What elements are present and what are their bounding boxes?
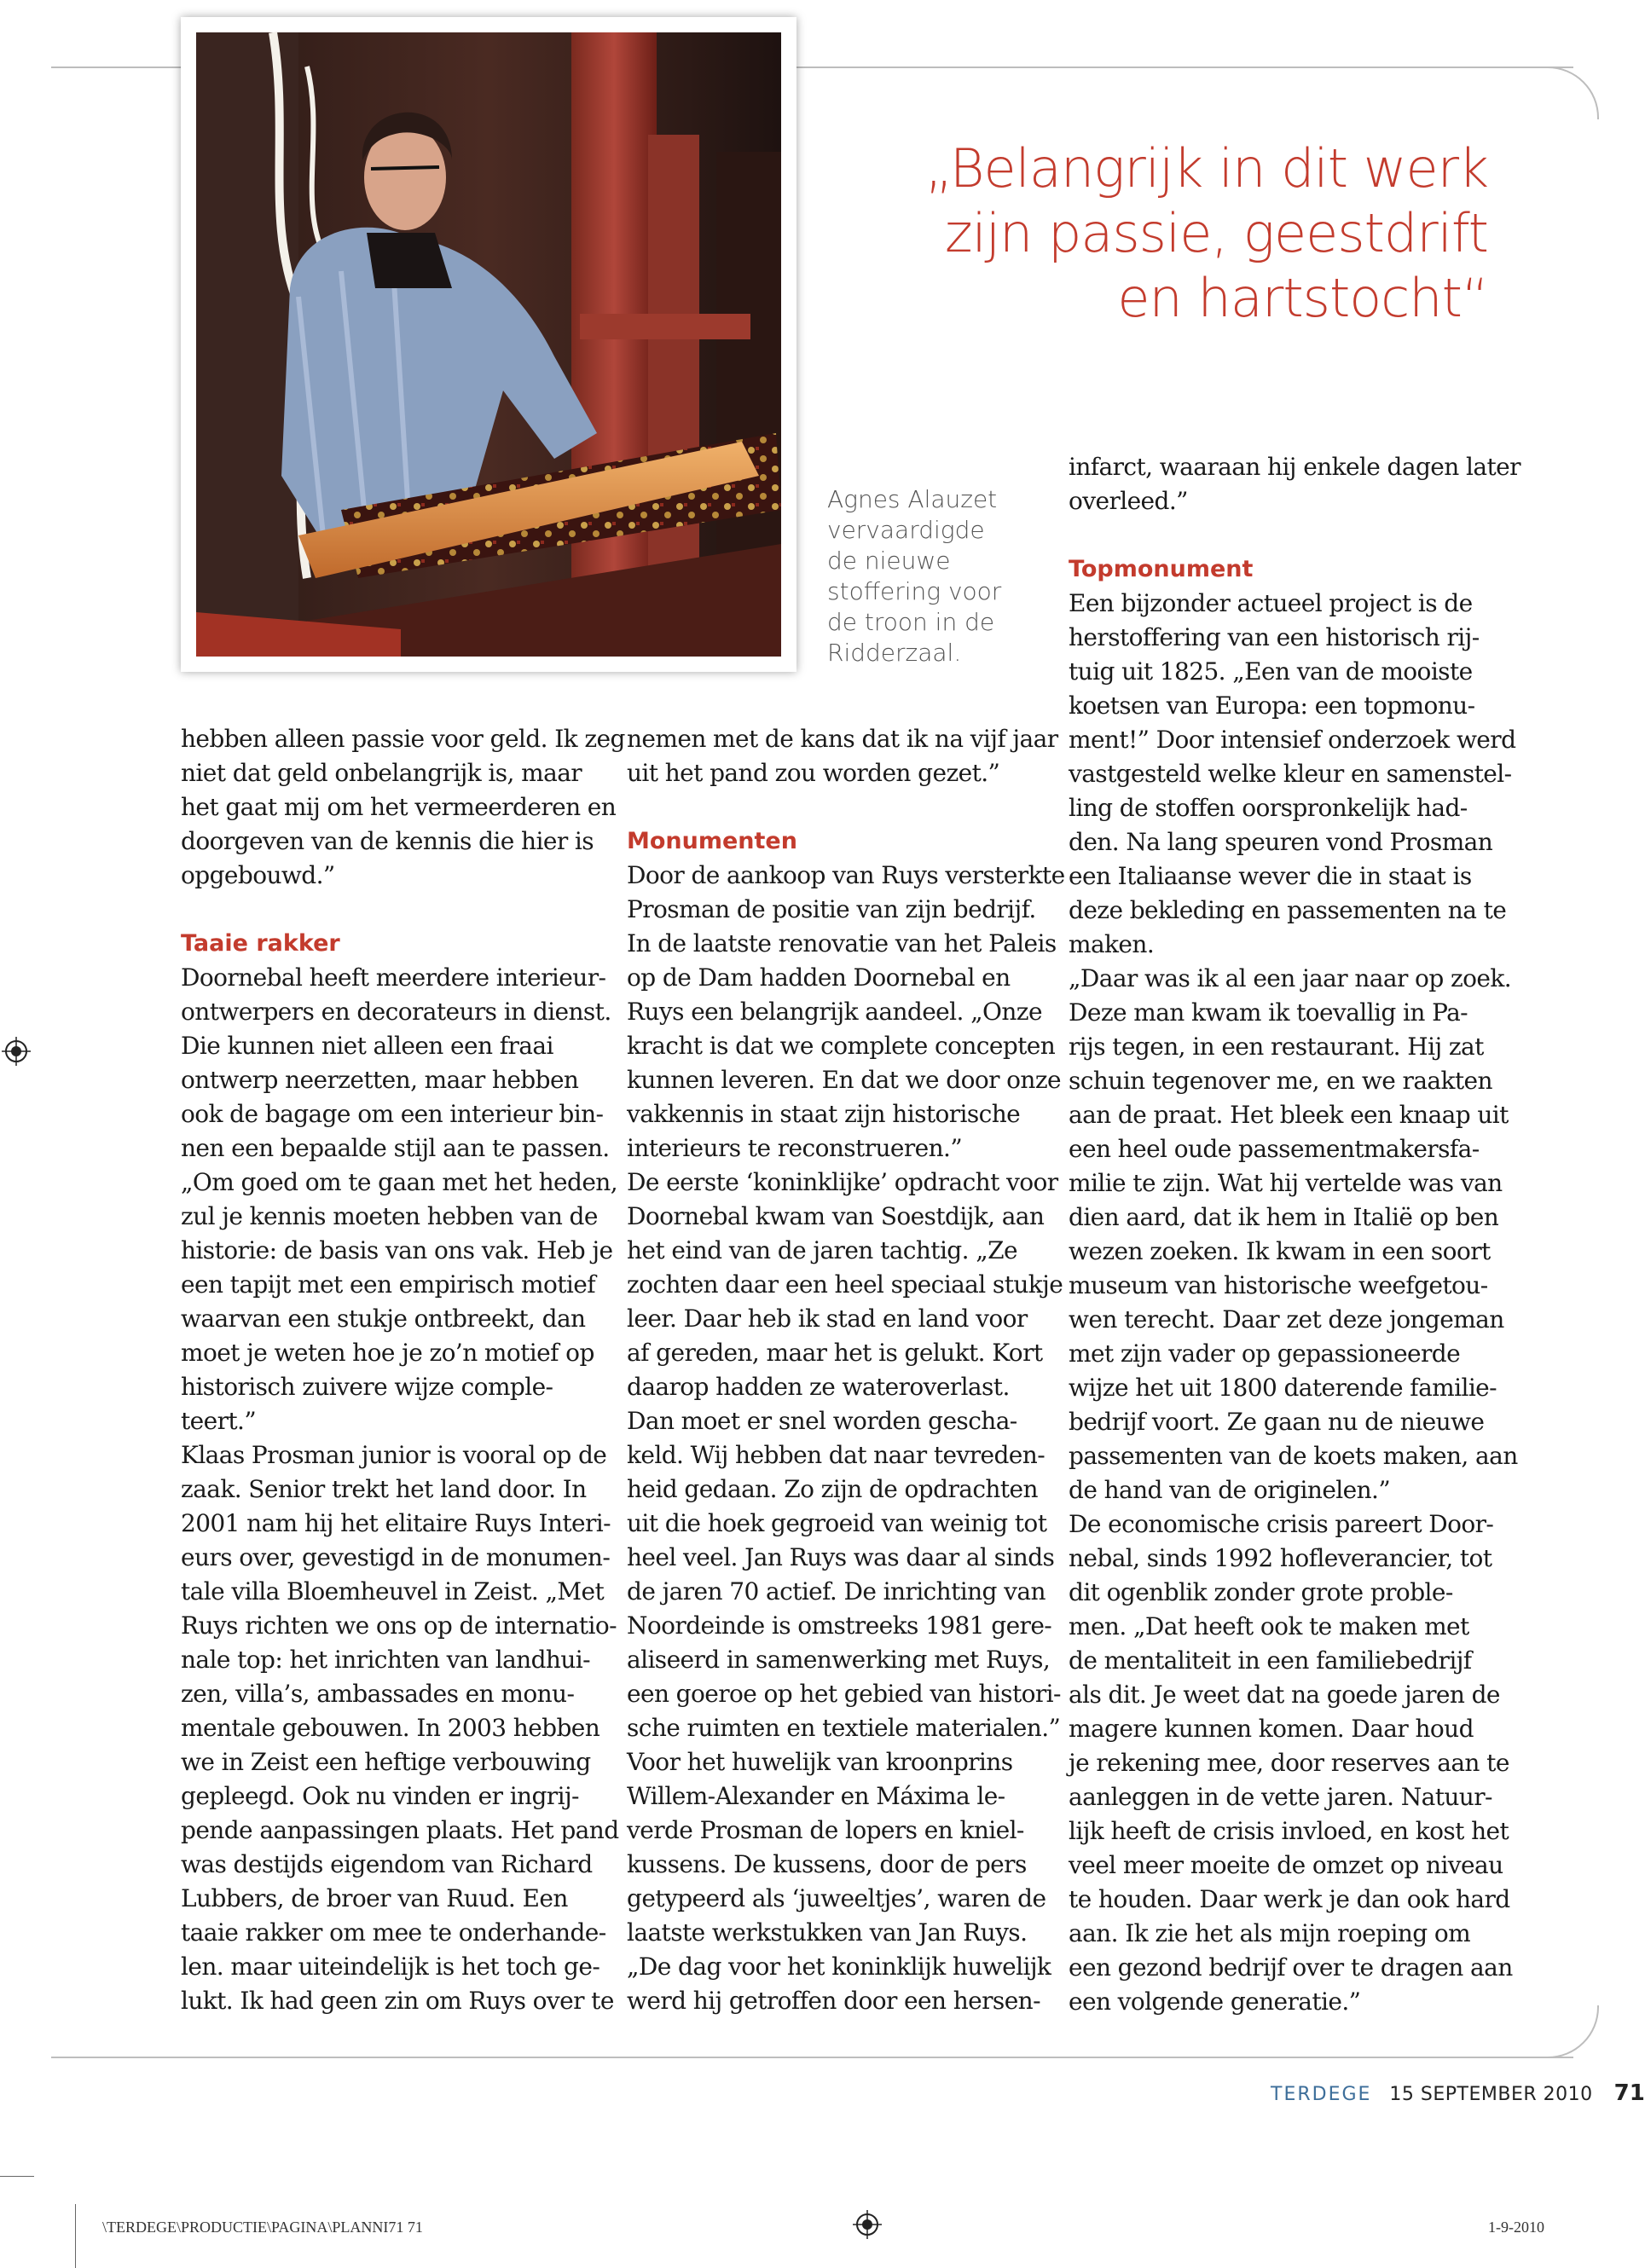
- column-body: [181, 961, 624, 2018]
- text-line: ook de bagage om een interieur bin-: [181, 1100, 604, 1128]
- text-line: sche ruimten en textiele materialen.”: [627, 1714, 1061, 1742]
- text-line: doorgeven van de kennis die hier is: [181, 827, 594, 855]
- text-line: aanleggen in de vette jaren. Natuur-: [1069, 1783, 1492, 1811]
- text-line: nemen met de kans dat ik na vijf jaar: [627, 725, 1058, 753]
- photo-frame: [181, 17, 796, 672]
- text-line: Willem-Alexander en Máxima le-: [627, 1782, 1005, 1810]
- text-line: hebben alleen passie voor geld. Ik zeg: [181, 725, 625, 753]
- text-line: kracht is dat we complete concepten: [627, 1032, 1056, 1060]
- article-column-2: [627, 722, 1066, 2018]
- text-line: het eind van de jaren tachtig. „Ze: [627, 1236, 1017, 1264]
- text-line: len. maar uiteindelijk is het toch ge-: [181, 1953, 600, 1981]
- text-line: getypeerd als ‘juweeltjes’, waren de: [627, 1884, 1046, 1912]
- text-line: kussens. De kussens, door de pers: [627, 1850, 1027, 1878]
- pull-quote-line: zijn passie, geestdrift: [945, 202, 1488, 264]
- text-line: tale villa Bloemheuvel in Zeist. „Met: [181, 1577, 605, 1606]
- text-line: maken.: [1069, 930, 1155, 958]
- page-number: 71: [1613, 2080, 1645, 2106]
- text-line: het gaat mij om het vermeerderen en: [181, 793, 617, 821]
- text-line: een gezond bedrijf over te dragen aan: [1069, 1953, 1513, 1982]
- text-line: nen een bepaalde stijl aan te passen.: [181, 1134, 610, 1162]
- text-line: wijze het uit 1800 daterende familie-: [1069, 1374, 1497, 1402]
- text-line: tuig uit 1825. „Een van de mooiste: [1069, 657, 1473, 686]
- text-line: je rekening mee, door reserves aan te: [1069, 1749, 1509, 1777]
- text-line: historie: de basis van ons vak. Heb je: [181, 1236, 613, 1264]
- text-line: Dan moet er snel worden gescha-: [627, 1407, 1017, 1435]
- text-line: infarct, waaraan hij enkele dagen later: [1069, 453, 1520, 481]
- text-line: veel meer moeite de omzet op niveau: [1069, 1851, 1503, 1879]
- text-line: als dit. Je weet dat na goede jaren de: [1069, 1681, 1500, 1709]
- photo-weaver-at-loom: [196, 32, 781, 657]
- text-line: we in Zeist een heftige verbouwing: [181, 1748, 591, 1776]
- issue-date: 15 SEPTEMBER 2010: [1389, 2084, 1593, 2105]
- text-line: ontwerpers en decorateurs in dienst.: [181, 998, 611, 1026]
- caption-line: de nieuwe: [827, 547, 951, 575]
- bottom-rule: [51, 2057, 1573, 2058]
- text-line: historisch zuivere wijze comple-: [181, 1373, 553, 1401]
- paragraph-gap: [181, 893, 624, 927]
- text-line: ling de stoffen oorspronkelijk had-: [1069, 794, 1468, 822]
- caption-line: de troon in de: [827, 608, 995, 636]
- text-line: teert.”: [181, 1407, 257, 1435]
- section-heading-monumenten: Monumenten: [627, 828, 797, 854]
- caption-line: vervaardigde: [827, 516, 985, 544]
- text-line: den. Na lang speuren vond Prosman: [1069, 828, 1493, 856]
- text-line: zaak. Senior trekt het land door. In: [181, 1475, 587, 1503]
- text-line: af gereden, maar het is gelukt. Kort: [627, 1339, 1043, 1367]
- text-line: heel veel. Jan Ruys was daar al sinds: [627, 1543, 1055, 1571]
- text-line: dit ogenblik zonder grote proble-: [1069, 1578, 1453, 1606]
- text-line: 2001 nam hij het elitaire Ruys Interi-: [181, 1509, 611, 1537]
- bottom-rule-corner: [1546, 2005, 1599, 2058]
- magazine-name: TERDEGE: [1271, 2084, 1372, 2105]
- text-line: In de laatste renovatie van het Paleis: [627, 929, 1057, 958]
- print-slug-date: 1-9-2010: [1488, 2219, 1544, 2236]
- text-line: Ruys richten we ons op de internatio-: [181, 1611, 617, 1640]
- text-line: wezen zoeken. Ik kwam in een soort: [1069, 1237, 1491, 1265]
- text-line: Ruys een belangrijk aandeel. „Onze: [627, 998, 1042, 1026]
- crop-mark: [75, 2204, 76, 2268]
- text-line: uit die hoek gegroeid van weinig tot: [627, 1509, 1047, 1537]
- text-line: kunnen leveren. En dat we door onze: [627, 1066, 1061, 1094]
- text-line: laatste werkstukken van Jan Ruys.: [627, 1918, 1028, 1947]
- text-line: dien aard, dat ik hem in Italië op ben: [1069, 1203, 1499, 1231]
- paragraph-gap: [1069, 518, 1512, 553]
- top-rule-corner: [1546, 67, 1599, 119]
- text-line: moet je weten hoe je zo’n motief op: [181, 1339, 594, 1367]
- text-line: Doornebal heeft meerdere interieur-: [181, 963, 606, 992]
- text-line: Een bijzonder actueel project is de: [1069, 589, 1473, 617]
- text-line: De economische crisis pareert Door-: [1069, 1510, 1494, 1538]
- text-line: daarop hadden ze wateroverlast.: [627, 1373, 1010, 1401]
- text-line: Lubbers, de broer van Ruud. Een: [181, 1884, 568, 1912]
- text-line: koetsen van Europa: een topmonu-: [1069, 691, 1475, 720]
- text-line: de hand van de originelen.”: [1069, 1476, 1391, 1504]
- text-line: Door de aankoop van Ruys versterkte: [627, 861, 1065, 889]
- caption-line: Agnes Alauzet: [827, 485, 998, 513]
- text-line: een tapijt met een empirisch motief: [181, 1270, 595, 1299]
- column-body: [1069, 587, 1518, 2019]
- text-line: herstoffering van een historisch rij-: [1069, 623, 1480, 651]
- section-heading-taaie-rakker: Taaie rakker: [181, 930, 340, 957]
- text-line: zul je kennis moeten hebben van de: [181, 1202, 598, 1230]
- text-line: niet dat geld onbelangrijk is, maar: [181, 759, 582, 787]
- text-line: „Daar was ik al een jaar naar op zoek.: [1069, 964, 1511, 992]
- text-line: lijk heeft de crisis invloed, en kost het: [1069, 1817, 1509, 1845]
- text-line: opgebouwd.”: [181, 861, 335, 889]
- text-line: taaie rakker om mee te onderhande-: [181, 1918, 606, 1947]
- column-intro: [1069, 450, 1520, 518]
- text-line: interieurs te reconstrueren.”: [627, 1134, 963, 1162]
- text-line: wen terecht. Daar zet deze jongeman: [1069, 1305, 1504, 1334]
- text-line: nebal, sinds 1992 hofleverancier, tot: [1069, 1544, 1492, 1572]
- text-line: ontwerp neerzetten, maar hebben: [181, 1066, 579, 1094]
- text-line: Klaas Prosman junior is vooral op de: [181, 1441, 607, 1469]
- text-line: een goeroe op het gebied van histori-: [627, 1680, 1061, 1708]
- text-line: leer. Daar heb ik stad en land voor: [627, 1305, 1028, 1333]
- text-line: museum van historische weefgetou-: [1069, 1271, 1488, 1299]
- text-line: bedrijf voort. Ze gaan nu de nieuwe: [1069, 1408, 1485, 1436]
- article-column-3: [1069, 450, 1520, 2019]
- page-footer: [1271, 2080, 1645, 2108]
- text-line: lukt. Ik had geen zin om Ruys over te: [181, 1987, 614, 2015]
- text-line: gepleegd. Ook nu vinden er ingrij-: [181, 1782, 579, 1810]
- text-line: magere kunnen komen. Daar houd: [1069, 1715, 1474, 1743]
- text-line: Deze man kwam ik toevallig in Pa-: [1069, 998, 1468, 1027]
- crop-mark: [0, 2176, 34, 2177]
- text-line: vastgesteld welke kleur en samenstel-: [1069, 760, 1512, 788]
- text-line: „Om goed om te gaan met het heden,: [181, 1168, 618, 1196]
- text-line: op de Dam hadden Doornebal en: [627, 963, 1011, 992]
- text-line: de mentaliteit in een familiebedrijf: [1069, 1646, 1472, 1675]
- text-line: deze bekleding en passementen na te: [1069, 896, 1507, 924]
- text-line: zochten daar een heel speciaal stukje: [627, 1270, 1063, 1299]
- text-line: was destijds eigendom van Richard: [181, 1850, 593, 1878]
- text-line: ment!” Door intensief onderzoek werd: [1069, 726, 1516, 754]
- text-line: Prosman de positie van zijn bedrijf.: [627, 895, 1036, 923]
- text-line: keld. Wij hebben dat naar tevreden-: [627, 1441, 1046, 1469]
- caption-line: stoffering voor: [827, 577, 1002, 605]
- text-line: mentale gebouwen. In 2003 hebben: [181, 1714, 600, 1742]
- photo-caption: [827, 484, 1032, 668]
- text-line: Doornebal kwam van Soestdijk, aan: [627, 1202, 1045, 1230]
- text-line: zen, villa’s, ambassades en monu-: [181, 1680, 575, 1708]
- text-line: De eerste ‘koninklijke’ opdracht voor: [627, 1168, 1058, 1196]
- text-line: te houden. Daar werk je dan ook hard: [1069, 1885, 1510, 1913]
- column-intro: [627, 722, 1066, 790]
- text-line: een Italiaanse wever die in staat is: [1069, 862, 1472, 890]
- text-line: „De dag voor het koninklijk huwelijk: [627, 1953, 1051, 1981]
- text-line: aliseerd in samenwerking met Ruys,: [627, 1646, 1051, 1674]
- text-line: nale top: het inrichten van landhui-: [181, 1646, 591, 1674]
- registration-mark-icon: [853, 2210, 882, 2239]
- pull-quote: [853, 136, 1488, 331]
- text-line: aan. Ik zie het als mijn roeping om: [1069, 1919, 1471, 1947]
- text-line: overleed.”: [1069, 487, 1188, 515]
- text-line: Voor het huwelijk van kroonprins: [627, 1748, 1013, 1776]
- text-line: men. „Dat heeft ook te maken met: [1069, 1612, 1469, 1640]
- column-intro: [181, 722, 624, 893]
- registration-mark-icon: [2, 1037, 31, 1066]
- text-line: een heel oude passementmakersfa-: [1069, 1135, 1480, 1163]
- text-line: heid gedaan. Zo zijn de opdrachten: [627, 1475, 1038, 1503]
- text-line: een volgende generatie.”: [1069, 1987, 1361, 2016]
- text-line: aan de praat. Het bleek een knaap uit: [1069, 1101, 1509, 1129]
- text-line: Noordeinde is omstreeks 1981 gere-: [627, 1611, 1052, 1640]
- text-line: pende aanpassingen plaats. Het pand: [181, 1816, 619, 1844]
- text-line: waarvan een stukje ontbreekt, dan: [181, 1305, 586, 1333]
- section-heading-topmonument: Topmonument: [1069, 556, 1254, 582]
- text-line: uit het pand zou worden gezet.”: [627, 759, 1000, 787]
- text-line: verde Prosman de lopers en kniel-: [627, 1816, 1024, 1844]
- text-line: met zijn vader op gepassioneerde: [1069, 1339, 1461, 1368]
- text-line: de jaren 70 actief. De inrichting van: [627, 1577, 1046, 1606]
- print-slug-path: \TERDEGE\PRODUCTIE\PAGINA\PLANNI71 71: [102, 2219, 423, 2236]
- paragraph-gap: [627, 790, 1066, 824]
- article-column-1: [181, 722, 624, 2018]
- text-line: vakkennis in staat zijn historische: [627, 1100, 1021, 1128]
- text-line: passementen van de koets maken, aan: [1069, 1442, 1518, 1470]
- text-line: rijs tegen, in een restaurant. Hij zat: [1069, 1033, 1484, 1061]
- text-line: werd hij getroffen door een hersen-: [627, 1987, 1040, 2015]
- text-line: Die kunnen niet alleen een fraai: [181, 1032, 553, 1060]
- text-line: milie te zijn. Wat hij vertelde was van: [1069, 1169, 1503, 1197]
- text-line: eurs over, gevestigd in de monumen-: [181, 1543, 611, 1571]
- caption-line: Ridderzaal.: [827, 639, 962, 667]
- text-line: schuin tegenover me, en we raakten: [1069, 1067, 1492, 1095]
- pull-quote-line: „Belangrijk in dit werk: [925, 137, 1488, 200]
- pull-quote-line: en hartstocht“: [1117, 267, 1488, 329]
- column-body: [627, 859, 1066, 2018]
